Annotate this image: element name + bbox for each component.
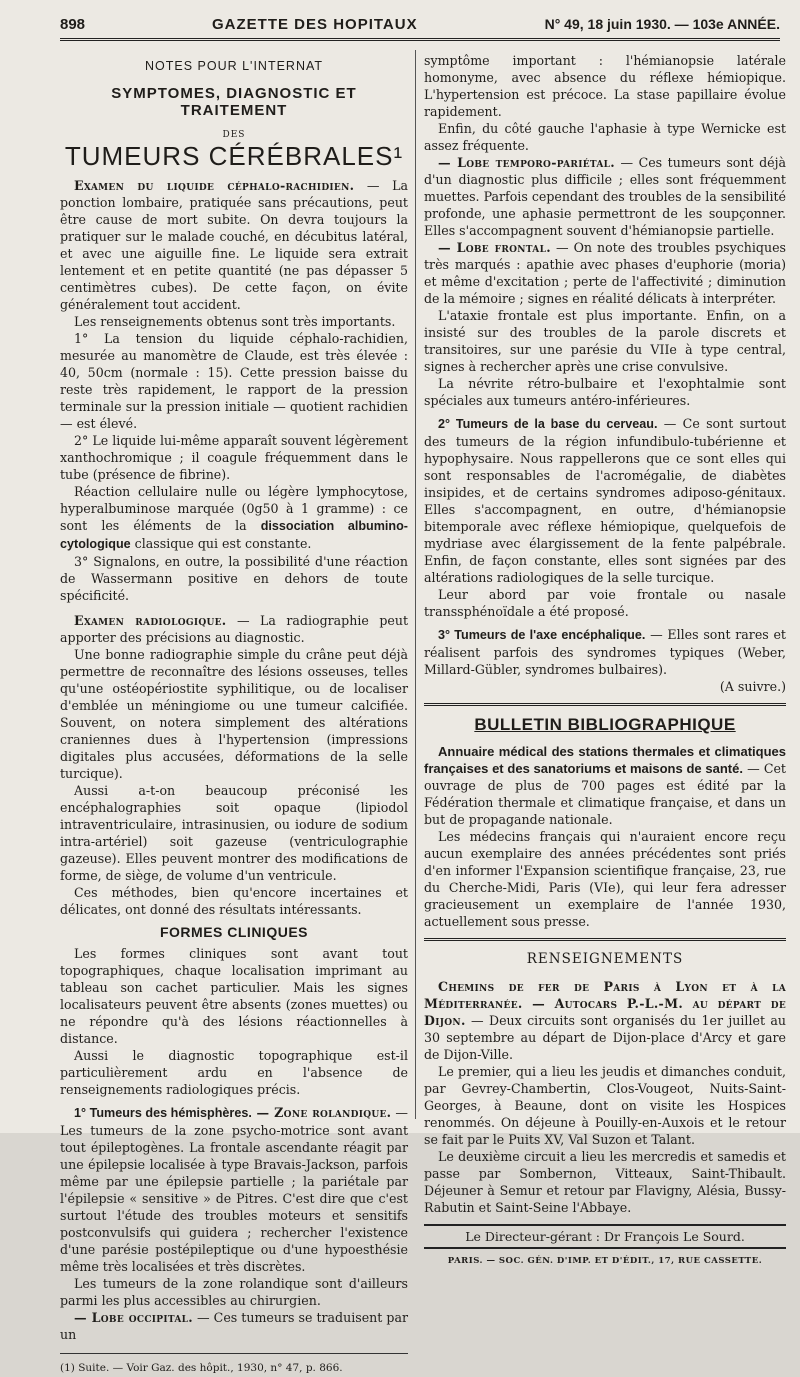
footnote: (1) Suite. — Voir Gaz. des hôpit., 1930, n° 47, p. 866. [60,1353,408,1377]
journal-title: GAZETTE DES HOPITAUX [212,15,418,33]
right-column [424,52,786,1270]
paragraph: Le deuxième circuit a lieu les mercredis et samedis et passe par Sombernon, Vitteaux, Saint-Thibault. Déjeuner à Semur et retour par Flavigny, Alésia, Bussy-Rabutin et Saint-Seine l'Abbaye. [424,1149,786,1215]
paragraph: 1° La tension du liquide céphalo-rachidien, mesurée au manomètre de Claude, est très élevée : 40, 50cm (normale : 15). Cette pression baisse du reste très rapidement, le rapport de la pression terminale sur la pression initiale — quotient rachidien — est élevé. [60,331,408,431]
paragraph: 3° Signalons, en outre, la possibilité d'une réaction de Wassermann positive en dehors de toute spécificité. [60,554,408,603]
left-column [60,52,408,1377]
paragraph: Aussi a-t-on beaucoup préconisé les encéphalographies soit opaque (lipiodol intraventriculaire, intrasinusien, ou iodure de sodium intra-artériel) soit gazeuse (ventriculographie gazeuse). Elles peuvent montrer des modifications de forme, de siège, de volume d'un ventricule. [60,783,408,883]
paragraph: 1° Tumeurs des hémisphères. — Zone rolandique. — Les tumeurs de la zone psycho-motrice sont avant tout épileptogènes. La frontale ascendante réagit par une épilepsie localisée à type Bravais-Jackson, parfois même par une épilepsie partielle ; la pariétale par l'épilepsie « sensitive » de Pitres. C'est dire que c'est surtout l'étude des troubles moteurs et sensitifs postconvulsifs qui guidera ; rechercher l'existence d'une parésie postépileptique ou d'une hypoesthésie même très localisées et très discrètes. [60,1105,408,1274]
renseignements-title: RENSEIGNEMENTS [526,951,684,967]
column-divider [415,50,416,1119]
paragraph-lead: Chemins de fer de Paris à Lyon et à la Méditerranée. — Autocars P.-L.-M. au départ de Dijon. [424,979,786,1028]
paragraph-lead: Examen du liquide céphalo-rachidien. [74,178,355,193]
printer-imprint: PARIS. — SOC. GÉN. D'IMP. ET D'ÉDIT., 17, RUE CASSETTE. [447,1256,763,1266]
paragraph: symptôme important : l'hémianopsie latérale homonyme, avec absence du réflexe hémiopique. L'hypertension est précoce. La stase papillaire évolue rapidement. [424,53,786,119]
to-be-continued: (A suivre.) [719,679,786,694]
paragraph: Réaction cellulaire nulle ou légère lymphocytose, hyperalbuminose marquée (0g50 à 1 gramme) : ce sont les éléments de la dissociation albumino-cytologique classique qui est constante. [60,484,408,551]
article-title-des: DES [222,130,246,140]
paragraph-lead: Examen radiologique. [74,613,227,628]
paragraph: Examen du liquide céphalo-rachidien. — La ponction lombaire, pratiquée sans précautions, peut être cause de mort subite. On devra toujours la pratiquer sur le malade couché, en décubitus latéral, et avec une aiguille fine. Le liquide sera extrait lentement et en petite quantité (ne pas dépasser 5 centimètres cubes). De cette façon, on évite généralement tout accident. [60,178,408,312]
paragraph-lead: 3° Tumeurs de l'axe encéphalique. [438,628,646,642]
paragraph: Une bonne radiographie simple du crâne peut déjà permettre de reconnaître des lésions osseuses, telles qu'une ostéopériostite syphilitique, ou de localiser d'emblée un méningiome ou une tumeur calcifiée. Souvent, on notera simplement des altérations craniennes dues à l'hypertension (impressions digitales plus accusées, déformations de la selle turcique). [60,647,408,781]
emphasis-text: dissociation albumino-cytologique [60,519,408,551]
paragraph: Leur abord par voie frontale ou nasale transsphénoïdale a été proposé. [424,587,786,619]
section-rule [424,703,786,706]
paragraph: Les formes cliniques sont avant tout topographiques, chaque localisation imprimant au tableau son cachet particulier. Mais les signes localisateurs peuvent être absents (zones muettes) ou ne répondre qu'à des lésions réactionnelles à distance. [60,946,408,1046]
paragraph-lead: 2° Tumeurs de la base du cerveau. [438,417,658,431]
bulletin-book-title: Annuaire médical des stations thermales et climatiques françaises et des sanatoriums et maisons de santé. [424,744,786,776]
paragraph: Les tumeurs de la zone rolandique sont d'ailleurs parmi les plus accessibles au chirurgien. [60,1276,408,1308]
paragraph-lead: — Lobe frontal. [438,240,551,255]
paragraph: Les renseignements obtenus sont très importants. [74,314,396,329]
paragraph: — Lobe occipital. — Ces tumeurs se traduisent par un [60,1310,408,1342]
paragraph: Enfin, du côté gauche l'aphasie à type Wernicke est assez fréquente. [424,121,786,153]
bulletin-title: BULLETIN BIBLIOGRAPHIQUE [474,715,736,734]
paragraph: L'ataxie frontale est plus importante. Enfin, on a insisté sur des troubles de la parole discrets et transitoires, sur une parésie du VIIe à type central, signes à rechercher après une crise convulsive. [424,308,786,374]
section-heading: FORMES CLINIQUES [159,924,308,940]
paragraph: 2° Tumeurs de la base du cerveau. — Ce sont surtout des tumeurs de la région infundibulo-tubérienne et hypophysaire. Nous rappellerons que ce sont elles qui sont responsables de l'acromégalie, de diabètes insipides, et de certains syndromes adiposo-génitaux. Elles s'accompagnent, en outre, d'hémianopsie bitemporale avec réflexe hémiopique, quelquefois de mydriase avec élargissement de la fente palpébrale. Enfin, de façon constante, elles sont signées par des altérations radiologiques de la selle turcique. [424,416,786,585]
paragraph: Annuaire médical des stations thermales et climatiques françaises et des sanatoriums et maisons de santé. — Cet ouvrage de plus de 700 pages est édité par la Fédération thermale et climatique française, et dans un but de propagande nationale. [424,744,786,827]
paragraph: Le premier, qui a lieu les jeudis et dimanches conduit, par Gevrey-Chambertin, Clos-Vougeot, Nuits-Saint-Georges, à Beaune, dont on visite les Hospices renommés. On déjeune à Pouilly-en-Auxois et le retour se fait par le Puits XV, Val Suzon et Talant. [424,1064,786,1147]
paragraph-lead: 1° Tumeurs des hémisphères. [74,1106,252,1120]
issue-info: N° 49, 18 juin 1930. — 103e ANNÉE. [544,16,780,32]
paragraph: Les médecins français qui n'auraient encore reçu aucun exemplaire des années précédentes sont priés d'en informer l'Expansion scientifique française, 23, rue du Cherche-Midi, Paris (VIe), qui leur fera adresser gracieusement un exemplaire de l'année 1930, actuellement sous presse. [424,829,786,929]
paragraph-lead: — Lobe occipital. [74,1310,193,1325]
paragraph: Chemins de fer de Paris à Lyon et à la Méditerranée. — Autocars P.-L.-M. au départ de Dijon. — Deux circuits sont organisés du 1er juillet au 30 septembre au départ de Dijon-place d'Arcy et gare de Dijon-Ville. [424,979,786,1062]
article-title-line: SYMPTOMES, DIAGNOSTIC ET TRAITEMENT [111,85,357,119]
paragraph: 2° Le liquide lui-même apparaît souvent légèrement xanthochromique ; il coagule fréquemment dans le tube (présence de fibrine). [60,433,408,482]
paragraph-lead: — Lobe temporo-pariétal. [438,155,615,170]
page-number: 898 [60,15,86,33]
section-kicker: NOTES POUR L'INTERNAT [144,59,324,73]
paragraph: — Lobe frontal. — On note des troubles psychiques très marqués : apathie avec phases d'euphorie (moria) et même d'excitation ; perte de l'affectivité ; diminution de la mémoire ; signes en réalité délicats à interpréter. [424,240,786,306]
section-rule [424,938,786,941]
paragraph: Examen radiologique. — La radiographie peut apporter des précisions au diagnostic. [60,613,409,645]
paragraph: La névrite rétro-bulbaire et l'exophtalmie sont spéciales aux tumeurs antéro-inférieures. [424,376,786,408]
paragraph: Aussi le diagnostic topographique est-il particulièrement ardu en l'absence de renseignements radiologiques précis. [60,1048,408,1097]
page-header [60,10,780,41]
paragraph: 3° Tumeurs de l'axe encéphalique. — Elles sont rares et réalisent parfois des syndromes typiques (Weber, Millard-Gübler, syndromes bulbaires). [424,627,786,677]
paragraph: Ces méthodes, bien qu'encore incertaines et délicates, ont donné des résultats intéressants. [60,885,408,917]
director-signature: Le Directeur-gérant : Dr François Le Sourd. [424,1224,786,1249]
article-main-title: TUMEURS CÉRÉBRALES¹ [64,141,404,171]
paragraph: — Lobe temporo-pariétal. — Ces tumeurs sont déjà d'un diagnostic plus difficile ; elles sont fréquemment muettes. Parfois cependant des troubles de la sensibilité profonde, une aphasie permettront de les soupçonner. Elles s'accompagnent souvent d'hémianopsie partielle. [424,155,786,238]
